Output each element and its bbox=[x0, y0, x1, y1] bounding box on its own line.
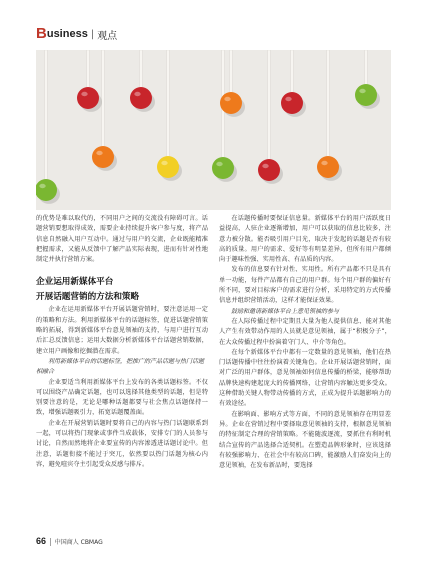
body-paragraph: 企业在开展营销话题时要将自己的内容与热门话题联系到一起，可以将热门现象或事件当成载体，安排专门的人员参与讨论，自然而然地将企业要宣传的内容渗透进话题讨论中。但注意，话题衔接不能过于突兀，依然要以热门话题为核心内容，避免喧宾夺主引起受众反感与排斥。 bbox=[36, 419, 208, 468]
page-number: 66 bbox=[36, 536, 47, 546]
body-paragraph: 在话题传播时要保证信息量。新媒体平台的用户活跃度日益提高，人驻企业逐渐增加，用户可以获取的信息比较多，注意力被分散。能否吸引用户目光，取决于发起的话题是否有较高的质量。用户的需求、爱好等有明显差异，但所有用户都倾向于趣味性强、实用性高、有品质的内容。 bbox=[219, 215, 391, 264]
section-header bbox=[36, 26, 117, 42]
lollipop-highlight bbox=[285, 97, 291, 101]
lollipop-stick bbox=[327, 50, 330, 167]
lollipop-candy bbox=[355, 84, 377, 106]
subheading-italic: 利用新媒体平台的话题标签，把推广的产品话题与热门话题相融合 bbox=[36, 357, 205, 376]
lollipop-candy bbox=[281, 92, 303, 114]
lollipop-candy bbox=[317, 156, 339, 178]
lollipop-stick bbox=[45, 50, 48, 190]
lollipop-stick bbox=[268, 50, 271, 170]
lollipop-candy bbox=[92, 146, 114, 168]
lollipop-highlight bbox=[81, 92, 87, 96]
magazine-name: 中国商人 CBMAG bbox=[54, 539, 103, 546]
section-heading-line-1: 企业运用新媒体平台 bbox=[36, 277, 114, 288]
lollipops-photo bbox=[36, 50, 391, 210]
section-heading-line-2: 开展话题营销的方法和策略 bbox=[36, 292, 140, 303]
left-column bbox=[36, 214, 208, 470]
right-column bbox=[219, 214, 391, 471]
lollipop-highlight bbox=[224, 97, 230, 101]
lollipop-highlight bbox=[134, 92, 140, 96]
lollipop-highlight bbox=[216, 162, 222, 166]
lollipop-highlight bbox=[359, 89, 365, 93]
lollipop-candy bbox=[36, 179, 57, 201]
lollipop-highlight bbox=[39, 184, 45, 188]
footer-separator: | bbox=[49, 537, 52, 546]
lollipop-candy bbox=[258, 159, 280, 181]
lollipop-candy bbox=[130, 87, 152, 109]
section-label: 观点 bbox=[97, 30, 118, 42]
body-paragraph: 的优势是难以取代的，不同用户之间的交流没有障碍可言。话题营销要想取得成效，需要企业持续提升客户参与度，将产品信息自然融入用户互动中。通过与用户的交流，企业既能精准把握需求，又能从反馈中了解产品实际表现，进而有针对性地制定并执行营销方案。 bbox=[36, 215, 208, 264]
lollipop-illustration bbox=[36, 50, 391, 210]
lollipop-candy bbox=[212, 157, 234, 179]
lollipop-highlight bbox=[161, 161, 167, 165]
lollipop-candy bbox=[157, 156, 179, 178]
lollipop-candy bbox=[220, 92, 242, 114]
lollipop-highlight bbox=[262, 164, 268, 168]
body-paragraph: 发布的信息要有针对性、实用性。所有产品都不只是具有单一功能，每件产品都有自己的用户群。每个用户群的偏好有所不同，要对目标客户的需求进行分析，采用特定的方式传播信息并组织营销活动，这样才能保证效果。 bbox=[219, 266, 391, 305]
lollipop-highlight bbox=[321, 161, 327, 165]
brand-initial: B bbox=[36, 25, 47, 42]
brand-name: usiness bbox=[46, 28, 88, 40]
lollipop-stick bbox=[167, 50, 170, 167]
lollipop-highlight bbox=[96, 151, 102, 155]
body-paragraph: 在每个新媒体平台中都有一定数量的意见领袖，他们在热门话题传播中往往扮演着关键角色。企业开展话题营销时，面对广泛的用户群体，意见领袖如何信息传播的桥梁，能够帮助品牌快速构建起庞大的传播网络，让营销内容触达更多受众。这种借助关键人物带动传播的方式，正成为提升话题影响力的有效途径。 bbox=[219, 348, 391, 408]
subheading-italic: 鼓励和邀请新媒体平台上意见领袖的参与 bbox=[231, 307, 340, 315]
body-paragraph: 在人际传播过程中定期且大量为他人提供信息、能对其他人产生有效带动作用的人员就是意见领袖，属于“积极分子”，在大众传播过程中扮演着守门人、中介等角色。 bbox=[219, 317, 391, 346]
body-paragraph: 在影响面、影响方式等方面，不同的意见领袖存在明显差异。企业在营销过程中要择取意见领袖的支持，根据意见领袖的特征制定合理的营销策略。不能随波逐流，要抓住有利时机结合宣传的产品选择合适契机。在塑造品牌形象时，应该选择有较强影响力、在社会中有较高口碑，能激励人们奋发向上的意见领袖，在发布新品时，要选择 bbox=[219, 410, 391, 470]
lollipop-stick bbox=[102, 50, 105, 157]
body-paragraph: 企业在运用新媒体平台开展话题营销时，要注意运用一定的策略和方法。利用新媒体平台的话题标签，促进话题营销策略的拓展，得到新媒体平台意见领袖的支持，与用户进行互动后汇总反馈信息；运用大数据分析新媒体平台话题营销数据，建立用户画像和挖掘潜在需求。 bbox=[36, 306, 208, 355]
header-separator: | bbox=[90, 28, 95, 40]
page-footer bbox=[36, 536, 103, 546]
lollipop-candy bbox=[77, 87, 99, 109]
body-paragraph: 企业要适当利用新媒体平台上发布的各类话题标签。不仅可以围绕产品确定话题，也可以选择其他类型的话题，但是特别要注意的是，无论是哪种话题都要与社会焦点话题保持一致，增强话题吸引力，拓宽话题覆盖面。 bbox=[36, 378, 208, 417]
